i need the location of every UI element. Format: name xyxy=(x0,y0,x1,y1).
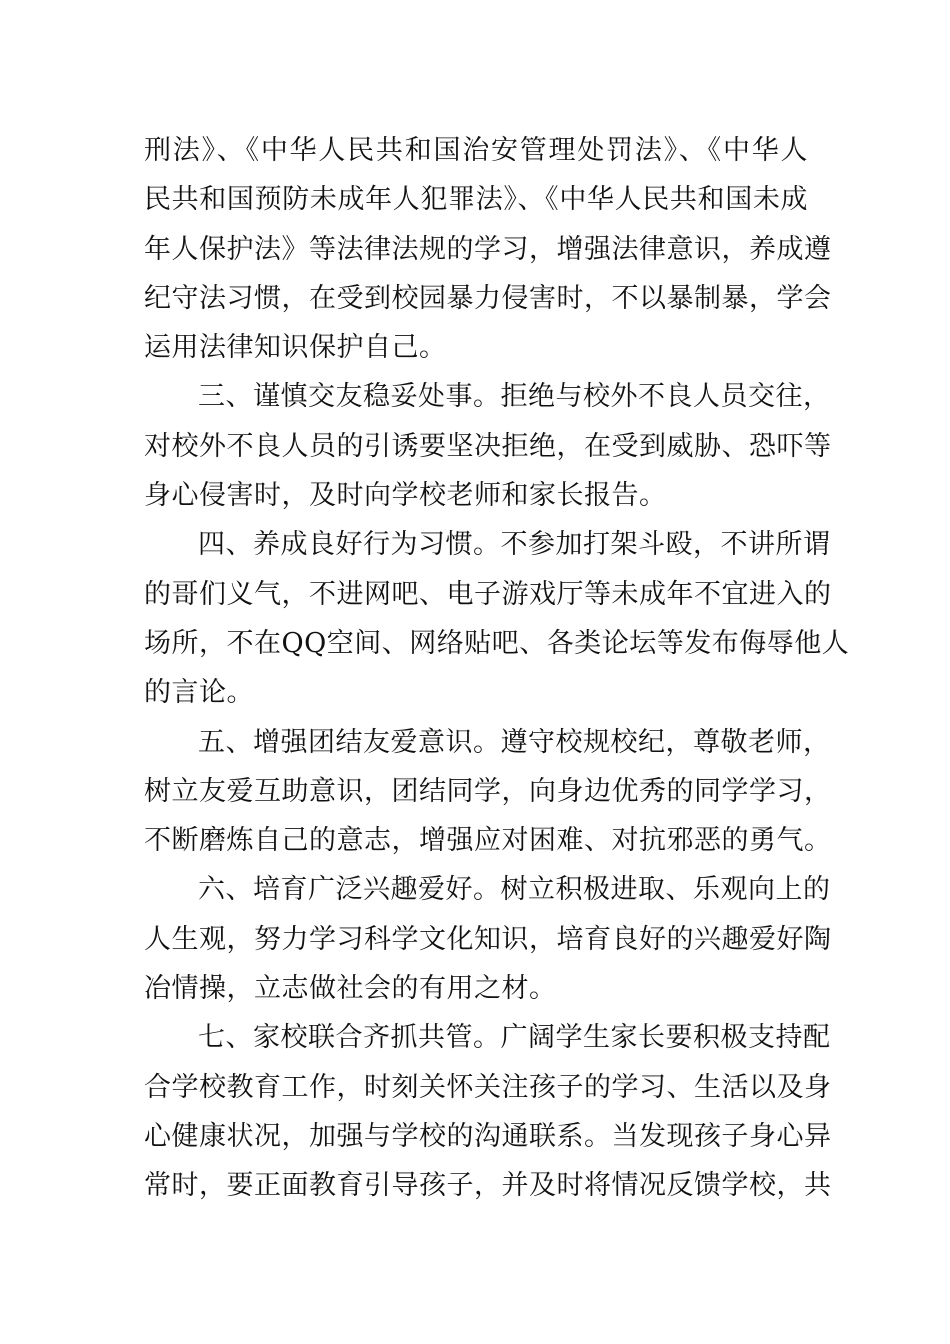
text-line: 的言论。 xyxy=(144,677,254,709)
text-line: 六、培育广泛兴趣爱好。树立积极进取、乐观向上的 xyxy=(198,874,831,906)
text-line: 心健康状况，加强与学校的沟通联系。当发现孩子身心异 xyxy=(144,1120,832,1152)
text-line: 人生观，努力学习科学文化知识，培育良好的兴趣爱好陶 xyxy=(144,923,832,955)
document-body xyxy=(144,126,850,1211)
text-line: 民共和国预防未成年人犯罪法》、《中华人民共和国未成 xyxy=(144,184,808,216)
text-line: 场所，不在QQ空间、网络贴吧、各类论坛等发布侮辱他人 xyxy=(144,627,850,659)
text-line: 三、谨慎交友稳妥处事。拒绝与校外不良人员交往， xyxy=(198,381,831,413)
text-line: 合学校教育工作，时刻关怀关注孩子的学习、生活以及身 xyxy=(144,1071,832,1103)
text-line: 五、增强团结友爱意识。遵守校规校纪，尊敬老师， xyxy=(198,726,831,758)
text-line: 身心侵害时，及时向学校老师和家长报告。 xyxy=(144,480,667,512)
text-line: 常时，要正面教育引导孩子，并及时将情况反馈学校，共 xyxy=(144,1170,832,1202)
text-line: 树立友爱互助意识，团结同学，向身边优秀的同学学习， xyxy=(144,775,832,807)
text-line: 不断磨炼自己的意志，增强应对困难、对抗邪恶的勇气。 xyxy=(144,825,832,857)
text-line: 冶情操，立志做社会的有用之材。 xyxy=(144,973,557,1005)
text-line: 七、家校联合齐抓共管。广阔学生家长要积极支持配 xyxy=(198,1022,831,1054)
text-line: 年人保护法》等法律法规的学习，增强法律意识，养成遵 xyxy=(144,233,832,265)
text-line: 的哥们义气，不进网吧、电子游戏厅等未成年不宜进入的 xyxy=(144,578,832,610)
text-line: 运用法律知识保护自己。 xyxy=(144,332,447,364)
text-line: 刑法》、《中华人民共和国治安管理处罚法》、《中华人 xyxy=(144,135,808,166)
text-line: 纪守法习惯，在受到校园暴力侵害时，不以暴制暴，学会 xyxy=(144,282,832,314)
text-line: 四、养成良好行为习惯。不参加打架斗殴，不讲所谓 xyxy=(198,529,831,561)
text-line: 对校外不良人员的引诱要坚决拒绝，在受到威胁、恐吓等 xyxy=(144,430,832,462)
